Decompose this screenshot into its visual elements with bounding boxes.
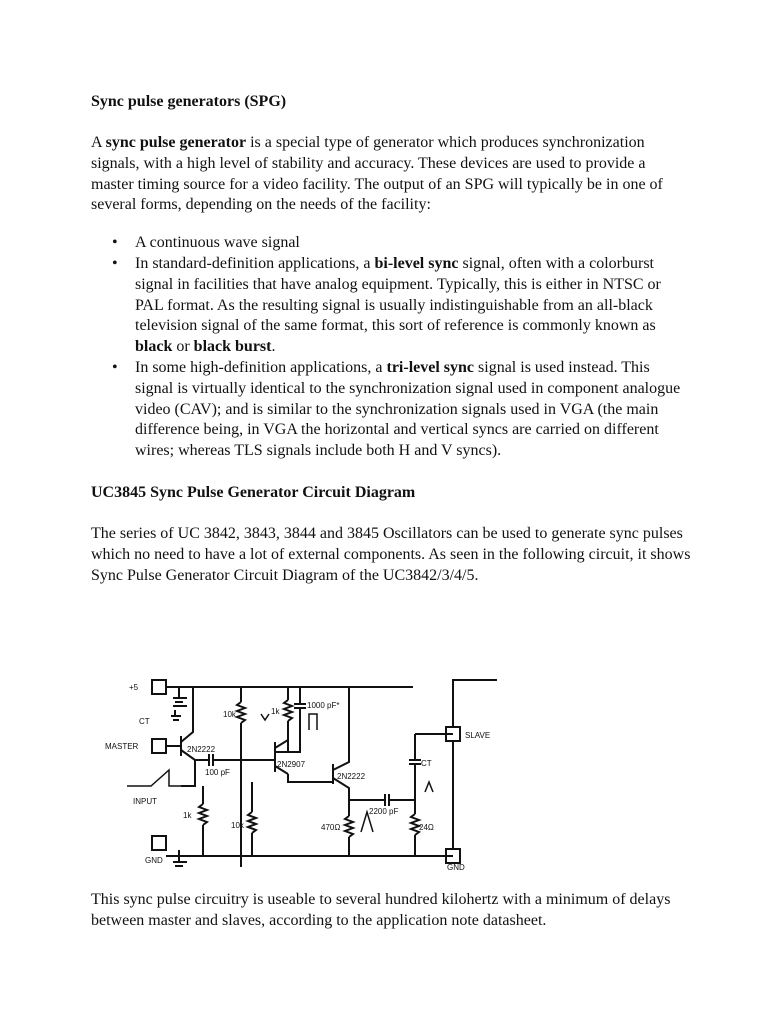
terminal-master xyxy=(152,739,166,753)
label-plus5: +5 xyxy=(129,683,139,692)
forms-list xyxy=(91,233,691,462)
label-q2: 2N2907 xyxy=(277,760,306,769)
label-q1: 2N2222 xyxy=(187,745,216,754)
label-master: MASTER xyxy=(105,742,139,751)
list-item-text: A continuous wave signal xyxy=(135,234,300,252)
list-item-bold: black burst xyxy=(193,338,272,356)
list-item-text: signal is used instead. This signal is virtually identical to the synchronization signal used in component analogue video (CAV); and is similar to the synchronization signals used in VGA (the main difference being, in VGA the horizontal and vertical syncs are carried on different wires; whereas TLS signals include both H and V syncs). xyxy=(135,358,681,460)
label-q3: 2N2222 xyxy=(337,772,366,781)
list-item-text: In some high-definition applications, a xyxy=(135,358,387,376)
label-10k-top: 10k xyxy=(223,710,236,719)
bullet-icon: • xyxy=(112,358,118,376)
terminal-gnd-left xyxy=(152,836,166,850)
label-1000pf: 1000 pF* xyxy=(307,701,340,710)
label-470: 470Ω xyxy=(321,823,341,832)
list-item xyxy=(91,254,691,358)
closing-paragraph: This sync pulse circuitry is useable to several hundred kilohertz with a minimum of delays between master and slaves, according to the application note datasheet. xyxy=(91,891,671,929)
section-title-circuit: UC3845 Sync Pulse Generator Circuit Diagram xyxy=(91,483,416,501)
list-item xyxy=(91,233,691,254)
bullet-icon: • xyxy=(112,234,118,252)
label-100pf: 100 pF xyxy=(205,768,230,777)
label-gnd-right: GND xyxy=(447,863,465,870)
list-item-text: In standard-definition applications, a xyxy=(135,254,375,272)
label-slave: SLAVE xyxy=(465,731,491,740)
terminal-plus5 xyxy=(152,680,166,694)
intro-bold-term: sync pulse generator xyxy=(105,134,247,151)
document-body xyxy=(91,92,691,586)
circuit-description: The series of UC 3842, 3843, 3844 and 3845 Oscillators can be used to generate sync pulses which no need to have a lot of external components. As seen in the following circuit, it shows Sync Pulse Generator Circuit Diagram of the UC3842/3/4/5. xyxy=(91,524,691,584)
label-ct-right: CT xyxy=(421,759,432,768)
label-input: INPUT xyxy=(133,797,157,806)
list-item-bold: tri-level sync xyxy=(386,358,475,376)
label-2200pf: 2200 pF xyxy=(369,807,399,816)
label-1k-top: 1k xyxy=(271,707,280,716)
section-title-spg: Sync pulse generators (SPG) xyxy=(91,93,287,110)
list-item-bold: bi-level sync xyxy=(374,254,459,272)
label-24: 24Ω xyxy=(419,823,434,832)
label-1k-left: 1k xyxy=(183,811,192,820)
circuit-schematic xyxy=(95,672,515,870)
list-item-text: signal, often with a colorburst signal in facilities that have analog equipment. Typically, this is either in NTSC or PAL format. As the resulting signal is usually indistinguishable from an all-black television signal of the same format, this sort of reference is commonly known as xyxy=(135,254,661,335)
label-10k-bottom: 10k xyxy=(231,821,244,830)
list-item-text: . xyxy=(271,338,276,356)
intro-text-1: A xyxy=(91,134,106,151)
label-gnd-left: GND xyxy=(145,856,163,865)
intro-paragraph xyxy=(91,133,691,216)
list-item-bold: black xyxy=(135,338,173,356)
circuit-diagram xyxy=(95,672,515,870)
list-item-text: or xyxy=(172,338,194,356)
bullet-icon: • xyxy=(112,254,118,272)
label-ct-left: CT xyxy=(139,717,150,726)
intro-text-2: is a special type of generator which produces synchronization signals, with a high level of stability and accuracy. These devices are used to provide a master timing source for a video facility. The output of an SPG will typically be in one of several forms, depending on the needs of the facility: xyxy=(91,134,663,214)
list-item xyxy=(91,358,691,462)
